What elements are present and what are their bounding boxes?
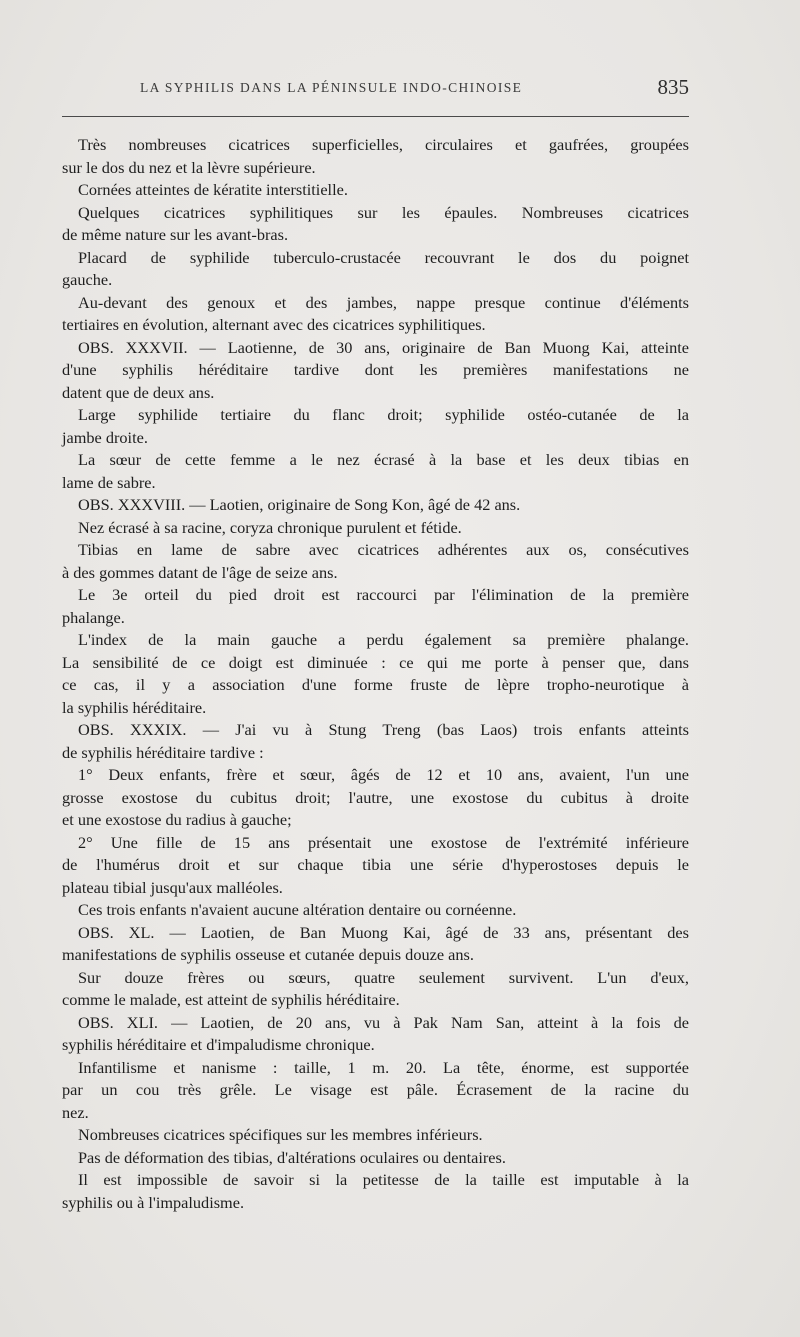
text-line: Très nombreuses cicatrices superficielles, circulaires et gaufrées, groupées <box>78 135 689 154</box>
text-line: jambe droite. <box>62 427 148 447</box>
text-line: Infantilisme et nanisme : taille, 1 m. 20. La tête, énorme, est supportée <box>78 1057 689 1077</box>
text-line: OBS. XLI. — Laotien, de 20 ans, vu à Pak Nam San, atteint à la fois de <box>78 1012 689 1032</box>
text-line: de syphilis héréditaire tardive : <box>62 742 264 762</box>
text-line: OBS. XXXIX. — J'ai vu à Stung Treng (bas Laos) trois enfants atteints <box>78 720 689 739</box>
text-line: Pas de déformation des tibias, d'altérations oculaires ou dentaires. <box>78 1147 506 1167</box>
text-line: syphilis héréditaire et d'impaludisme chronique. <box>62 1035 375 1054</box>
text-line: sur le dos du nez et la lèvre supérieure. <box>62 157 316 177</box>
header-rule <box>62 116 689 117</box>
text-line: Nombreuses cicatrices spécifiques sur les membres inférieurs. <box>78 1125 483 1144</box>
text-line: Nez écrasé à sa racine, coryza chronique purulent et fétide. <box>78 517 462 537</box>
page-number: 835 <box>657 75 689 99</box>
text-line: Quelques cicatrices syphilitiques sur les épaules. Nombreuses cicatrices <box>78 202 689 222</box>
text-line: lame de sabre. <box>62 472 156 492</box>
text-line: ce cas, il y a association d'une forme fruste de lèpre tropho-neurotique à <box>62 675 689 694</box>
text-line: 1° Deux enfants, frère et sœur, âgés de 12 et 10 ans, avaient, l'un une <box>78 765 689 784</box>
text-line: La sensibilité de ce doigt est diminuée : ce qui me porte à penser que, dans <box>62 652 689 672</box>
text-line: Tibias en lame de sabre avec cicatrices adhérentes aux os, consécutives <box>78 540 689 559</box>
running-title: LA SYPHILIS DANS LA PÉNINSULE INDO-CHINOISE <box>140 80 523 95</box>
text-line: la syphilis héréditaire. <box>62 697 207 717</box>
text-line: plateau tibial jusqu'aux malléoles. <box>62 877 283 897</box>
text-line: La sœur de cette femme a le nez écrasé à la base et les deux tibias en <box>78 450 689 469</box>
running-header <box>62 74 689 102</box>
text-line: gauche. <box>62 270 113 289</box>
text-line: à des gommes datant de l'âge de seize ans. <box>62 562 338 582</box>
text-line: d'une syphilis héréditaire tardive dont les premières manifestations ne <box>62 360 689 379</box>
text-line: Ces trois enfants n'avaient aucune altération dentaire ou cornéenne. <box>78 900 517 919</box>
text-line: tertiaires en évolution, alternant avec des cicatrices syphilitiques. <box>62 315 486 334</box>
text-line: Placard de syphilide tuberculo-crustacée recouvrant le dos du poignet <box>78 247 689 267</box>
text-line: et une exostose du radius à gauche; <box>62 810 292 829</box>
text-line: OBS. XXXVII. — Laotienne, de 30 ans, originaire de Ban Muong Kai, atteinte <box>78 337 689 357</box>
text-line: Large syphilide tertiaire du flanc droit; syphilide ostéo-cutanée de la <box>78 405 689 424</box>
text-line: Sur douze frères ou sœurs, quatre seulement survivent. L'un d'eux, <box>78 967 689 987</box>
text-line: de même nature sur les avant-bras. <box>62 225 289 244</box>
text-line: OBS. XXXVIII. — Laotien, originaire de Song Kon, âgé de 42 ans. <box>78 495 521 514</box>
text-line: comme le malade, est atteint de syphilis héréditaire. <box>62 990 400 1009</box>
text-line: par un cou très grêle. Le visage est pâle. Écrasement de la racine du <box>62 1080 689 1099</box>
text-line: Au-devant des genoux et des jambes, nappe presque continue d'éléments <box>78 292 689 312</box>
text-line: Le 3e orteil du pied droit est raccourci par l'élimination de la première <box>78 585 689 604</box>
text-line: phalange. <box>62 607 125 627</box>
text-line: nez. <box>62 1102 89 1122</box>
body-text <box>62 134 689 1214</box>
text-line: de l'humérus droit et sur chaque tibia une série d'hyperostoses depuis le <box>62 855 689 874</box>
text-line: Il est impossible de savoir si la petitesse de la taille est imputable à la <box>78 1170 689 1189</box>
text-line: grosse exostose du cubitus droit; l'autre, une exostose du cubitus à droite <box>62 787 689 807</box>
text-line: datent que de deux ans. <box>62 382 215 402</box>
text-line: Cornées atteintes de kératite interstitielle. <box>78 180 348 199</box>
text-line: OBS. XL. — Laotien, de Ban Muong Kai, âgé de 33 ans, présentant des <box>78 922 689 942</box>
text-line: syphilis ou à l'impaludisme. <box>62 1192 245 1212</box>
text-line: manifestations de syphilis osseuse et cutanée depuis douze ans. <box>62 945 474 964</box>
text-line: 2° Une fille de 15 ans présentait une exostose de l'extrémité inférieure <box>78 832 689 852</box>
text-line: L'index de la main gauche a perdu également sa première phalange. <box>78 630 689 649</box>
